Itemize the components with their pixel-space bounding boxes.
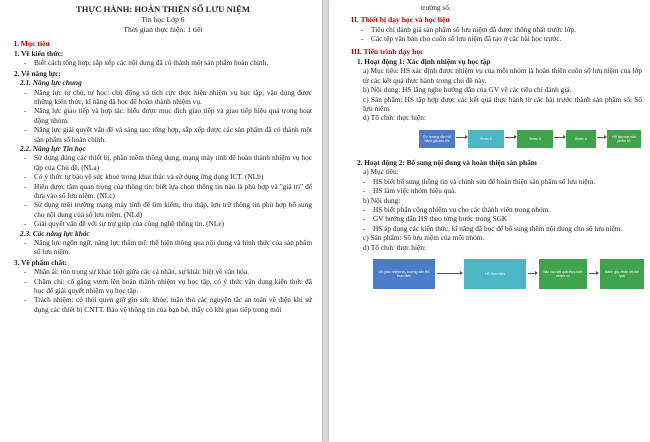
list-item: - Nhân ái: tôn trọng sự khác biệt giữa các cá nhân, sự khác biệt về văn hóa. [14, 267, 312, 276]
list-item: - HS làm việc nhóm hiệu quả. [351, 186, 642, 195]
activity-1-product: c) Sản phẩm: HS tập hợp được các kết quả thực hành từ các bài trước thành sản phẩm sổ: Sổ lưu niệm. [363, 94, 642, 114]
activity-2-objective: a) Mục tiêu: [363, 167, 399, 177]
document-page-left [0, 0, 322, 442]
flow-step-4: Đánh giá, nhận xét kết quả [600, 259, 644, 289]
activity-2-heading: 2. Hoạt động 2: Bổ sung nội dung và hoàn thiện sản phẩm [357, 157, 537, 167]
list-item: - Tiêu chí đánh giá sản phẩm sổ lưu niệm đã được thống nhất trước lớp. [351, 25, 642, 34]
flow-step-3: Bước 3 [517, 130, 553, 148]
flow-step-1: GV giao nhiệm vụ, hướng dẫn HS thực hiện [373, 259, 435, 289]
activity-1-objective: a) Mục tiêu: HS xác định được nhiệm vụ của mỗi nhóm là hoàn thiện cuốn sổ lưu niệm của lớp từ các kết quả thực hành trong chủ đề này. [363, 66, 642, 85]
list-item: - GV hướng dẫn HS theo từng bước trong SGK [351, 214, 642, 223]
arrow-icon [554, 137, 564, 138]
page-title: THỰC HÀNH: HOÀN THIỆN SỔ LƯU NIỆM [76, 4, 250, 14]
subheading-it-competence: 2.2. Năng lực Tin học [20, 143, 86, 153]
grade-label: Tin học Lớp 6 [141, 14, 185, 24]
section-heading-process: III. Tiến trình dạy học [351, 46, 424, 56]
activity-1-heading: 1. Hoạt động 1: Xác định nhiệm vụ học tập [357, 57, 491, 67]
list-item: - Giải quyết vấn đề với sự trợ giúp của công nghệ thông tin. (NLe) [14, 219, 312, 228]
arrow-icon [589, 273, 597, 274]
flow-step-1: GV hướng dẫn HS đánh giá tiêu chí [419, 130, 455, 148]
subheading-knowledge: 1. Về kiến thức: [14, 48, 64, 58]
subheading-general-competence: 2.1. Năng lực chung [20, 78, 82, 88]
list-item: - HS áp dụng các kiến thức, kĩ năng đã học để bổ sung thêm nội dung cho sổ lưu niệm. [351, 224, 642, 233]
arrow-icon [528, 273, 536, 274]
list-item: - HS biết phân công nhiệm vụ cho các thành viên trong nhóm. [351, 205, 642, 214]
activity-2-organization: d) Tổ chức thực hiện: [363, 242, 426, 252]
list-item: - Các tệp văn bản cho cuốn sổ lưu niệm đã tạo ở các bài học trước. [351, 34, 642, 43]
activity-1-content: b) Nội dung: HS lắng nghe hướng dẫn của GV về các tiêu chí đánh giá. [363, 85, 572, 95]
time-label: Thời gian thực hiện: 1 tiết [123, 25, 203, 34]
document-page-right [329, 0, 650, 442]
subheading-qualities: 3. Về phẩm chất: [14, 257, 67, 267]
activity-2-product: c) Sản phẩm: Sổ lưu niệm của mỗi nhóm. [363, 233, 485, 243]
arrow-icon [437, 273, 461, 274]
arrow-icon [505, 137, 515, 138]
flow-step-4: Bước 4 [566, 130, 596, 148]
arrow-icon [456, 137, 466, 138]
arrow-icon [597, 137, 605, 138]
flow-step-5: HS tập hợp sản phẩm sổ [607, 130, 641, 148]
activity-1-organization: d) Tổ chức thực hiện: [363, 113, 426, 123]
list-item: - Biết cách tổng hợp, sắp xếp các nội dung đã có thành một sản phẩm hoàn chỉnh. [14, 58, 312, 67]
subheading-competence: 2. Về năng lực: [14, 68, 61, 78]
list-item: - Chăm chỉ: cố gắng vươn lên hoàn thành nhiệm vụ học tập, có ý thức vận dụng kiến thức đã học để giải quyết nhiệm vụ học tập. [14, 277, 312, 296]
list-item: - Sử dụng môi trường mạng máy tính để tìm kiếm, thu thập, lưu trữ thông tin phù hợp bổ sung cho nội dung của sổ lưu niệm. (NLd) [14, 200, 312, 219]
flow-step-3: Báo cáo kết quả thực hiện nhiệm vụ [539, 259, 587, 289]
flow-step-2: HS thực hiện [464, 259, 526, 289]
activity-2-content: b) Nội dung: [363, 195, 401, 205]
flow-step-2: Bước 2 [468, 130, 504, 148]
continued-text: trường số. [421, 3, 451, 12]
list-item: - Năng lực giải quyết vấn đề và sáng tạo: tổng hợp, sắp xếp được các sản phẩm đã có thành một sản phẩm sổ hoàn chỉnh. [14, 125, 312, 144]
section-heading-equipment: II. Thiết bị dạy học và học liệu [351, 15, 450, 25]
flowchart-activity-2 [351, 255, 642, 297]
list-item: - Năng lực ngôn ngữ, năng lực thẩm mĩ: thể hiện thông qua nội dung và hình thức của sản phẩm sổ lưu niệm. [14, 238, 312, 257]
subheading-other-competence: 2.3. Các năng lực khác [20, 228, 90, 238]
list-item: - Trách nhiệm: có thói quen giữ gìn sức khỏe, tuân thủ các nguyên tắc an toàn về điện khi sử dụng các thiết bị CNTT. Bảo vệ thông tin của bạn bè, thấy có khi giao tiếp trong môi [14, 295, 312, 314]
flowchart-activity-1 [351, 126, 642, 156]
list-item: - Năng lực giao tiếp và hợp tác: hiểu được mục đích giao tiếp và giao tiếp hiệu quả trong hoạt động nhóm. [14, 106, 312, 125]
section-heading-objectives: I. Mục tiêu [14, 38, 50, 48]
list-item: - HS biết bổ sung thông tin và chỉnh sửa để hoàn thiện sản phẩm sổ lưu niệm. [351, 177, 642, 186]
list-item: - Năng lực tự chủ, tự học: chủ động và tích cực thực hiện nhiệm vụ học tập; vận dụng được những kiến thức, kĩ năng đã học để hoàn thành nhiệm vụ. [14, 88, 312, 107]
list-item: - Sử dụng đúng các thiết bị, phần mềm thông dụng, mạng máy tính để hoàn thành nhiệm vụ học tập của Chủ đề. (NLa) [14, 153, 312, 172]
list-item: - Hiểu được tầm quan trọng của thông tin: biết lựa chọn thông tin nào là phù hợp và "giá trị" để đưa vào sổ lưu niệm. (NLc) [14, 182, 312, 201]
list-item: - Có ý thức tự bảo vệ sức khoẻ trong khai thác và sử dụng ứng dụng ICT. (NLb) [14, 172, 312, 181]
